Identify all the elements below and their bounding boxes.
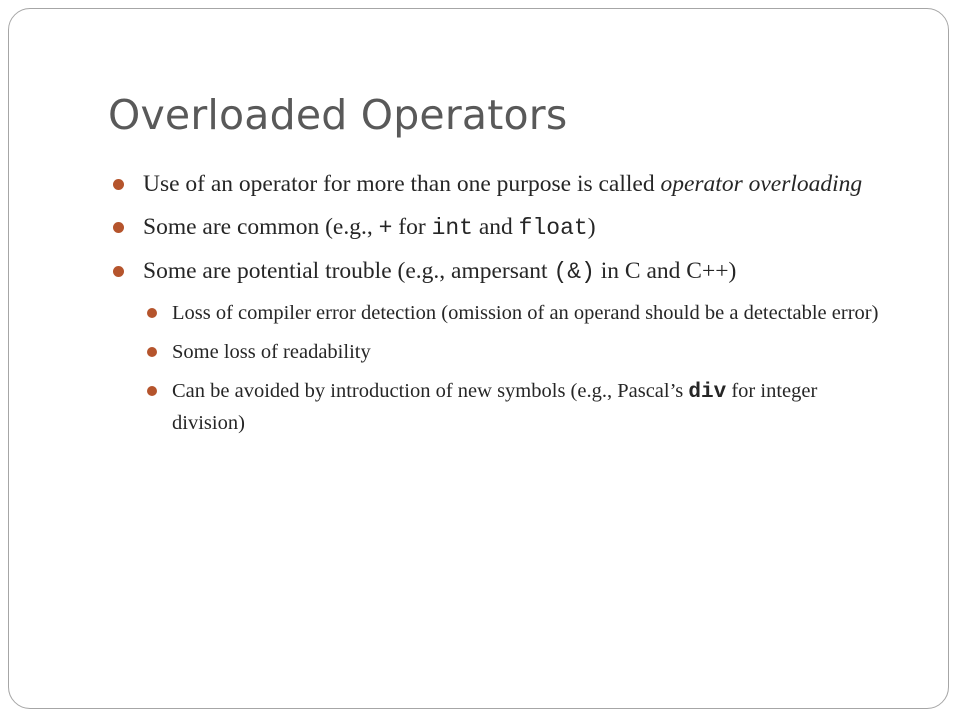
sub-bullet-item [113, 298, 883, 329]
bullet-text: ) [587, 214, 596, 240]
bullet-dot-icon [147, 386, 157, 396]
sub-bullet-text: Can be avoided by introduction of new symbols (e.g., Pascal’s [172, 380, 689, 402]
bullet-text: Use of an operator for more than one purpose is called [143, 171, 661, 197]
bullet-dot-icon [113, 179, 124, 190]
bullet-item [113, 210, 883, 246]
bullet-dot-icon [147, 347, 157, 357]
bullet-text: for [392, 214, 432, 240]
type-code: int [431, 215, 473, 241]
sub-bullet-item [113, 376, 883, 439]
sub-bullet-item [113, 337, 883, 368]
bullet-item [113, 254, 883, 290]
bullet-item [113, 167, 883, 202]
bullet-dot-icon [113, 266, 124, 277]
operator-code: (&) [553, 259, 595, 285]
bullet-dot-icon [147, 308, 157, 318]
bullet-text: and [472, 214, 519, 240]
slide-title: Overloaded Operators [108, 91, 568, 139]
bullet-emphasis: operator overloading [660, 171, 863, 197]
type-code: float [518, 215, 588, 241]
sub-bullet-text: Some loss of readability [172, 341, 371, 363]
sub-bullet-text: Loss of compiler error detection (omission of an operand should be a detectable error) [172, 302, 879, 324]
slide-frame [8, 8, 949, 709]
bullet-list [113, 167, 883, 447]
keyword-code: div [688, 381, 727, 404]
bullet-text: Some are potential trouble (e.g., ampersant [143, 258, 554, 284]
bullet-dot-icon [113, 222, 124, 233]
bullet-text: in C and C++) [594, 258, 737, 284]
bullet-text: Some are common (e.g., [143, 214, 379, 240]
operator-code: + [378, 215, 393, 241]
sub-bullet-text: for integer division) [172, 380, 818, 434]
